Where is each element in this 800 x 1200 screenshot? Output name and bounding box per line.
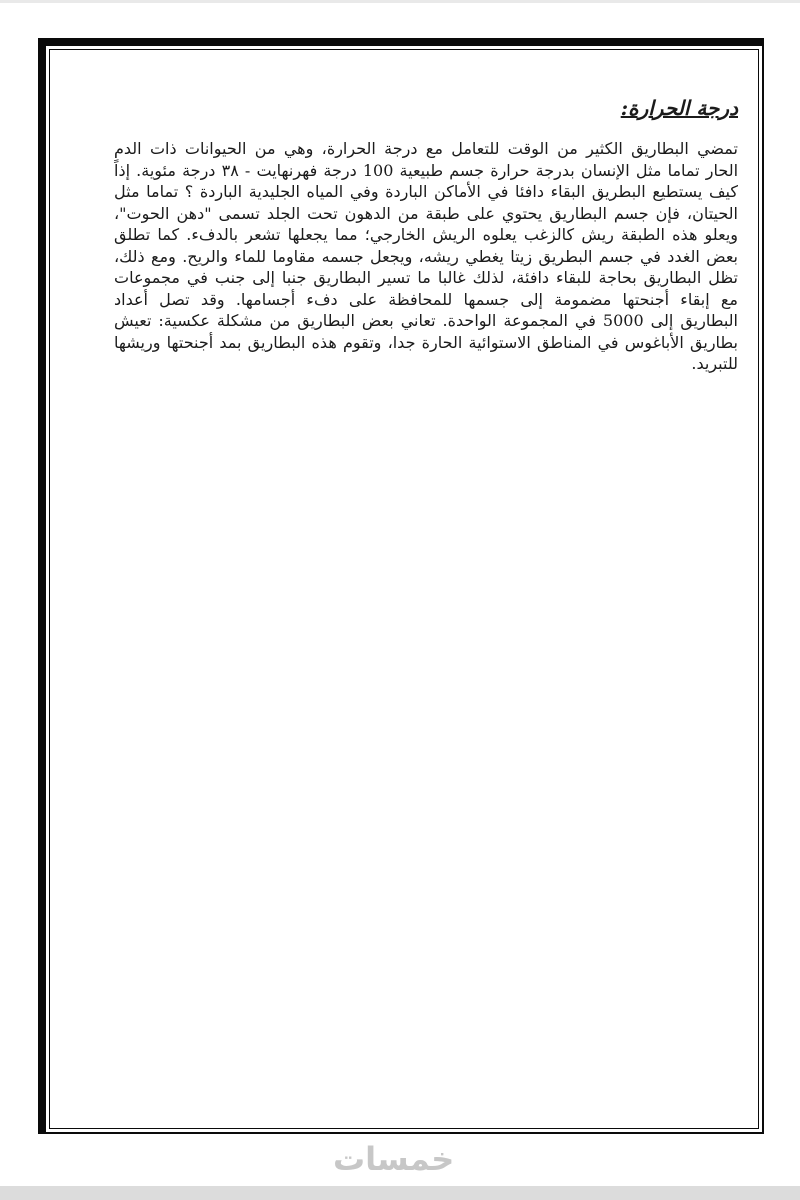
page-border-inner xyxy=(49,49,759,1129)
body-paragraph: تمضي البطاريق الكثير من الوقت للتعامل مع درجة الحرارة، وهي من الحيوانات ذات الدم الحار تماما مثل الإنسان بدرجة حرارة جسم طبيعية 100 درجة فهرنهايت - ٣٨ درجة مئوية. إذاً كيف يستطيع البطريق البقاء دافئا في الأماكن الباردة وفي المياه الجليدية الباردة ؟ تماما مثل الحيتان، فإن جسم البطاريق يحتوي على طبقة من الدهون تحت الجلد تسمى "دهن الحوت"، ويعلو هذه الطبقة ريش كالزغب يعلوه الريش الخارجي؛ مما يجعلها تشعر بالدفء. كما تطلق بعض الغدد في جسم البطريق زيتا يغطي ريشه، ويجعل جسمه مقاوما للماء والريح. ومع ذلك، تظل البطاريق بحاجة للبقاء دافئة، لذلك غالبا ما تسير البطاريق جنبا إلى جنب في مجموعات مع إبقاء أجنحتها مضمومة إلى جسمها للمحافظة على دفء أجسامها. وقد تصل أعداد البطاريق إلى 5000 في المجموعة الواحدة. تعاني بعض البطاريق من مشكلة عكسية: تعيش بطاريق الأباغوس في المناطق الاستوائية الحارة جدا، وتقوم هذه البطاريق بمد أجنحتها وريشها للتبريد. xyxy=(114,139,739,373)
page-title: درجة الحرارة: xyxy=(620,96,738,120)
scan-artifact-bottom xyxy=(0,1186,800,1200)
page-border xyxy=(38,38,764,1134)
scan-artifact-top xyxy=(0,0,800,3)
watermark-text: خمسات xyxy=(333,1140,455,1178)
document-content xyxy=(50,50,758,375)
